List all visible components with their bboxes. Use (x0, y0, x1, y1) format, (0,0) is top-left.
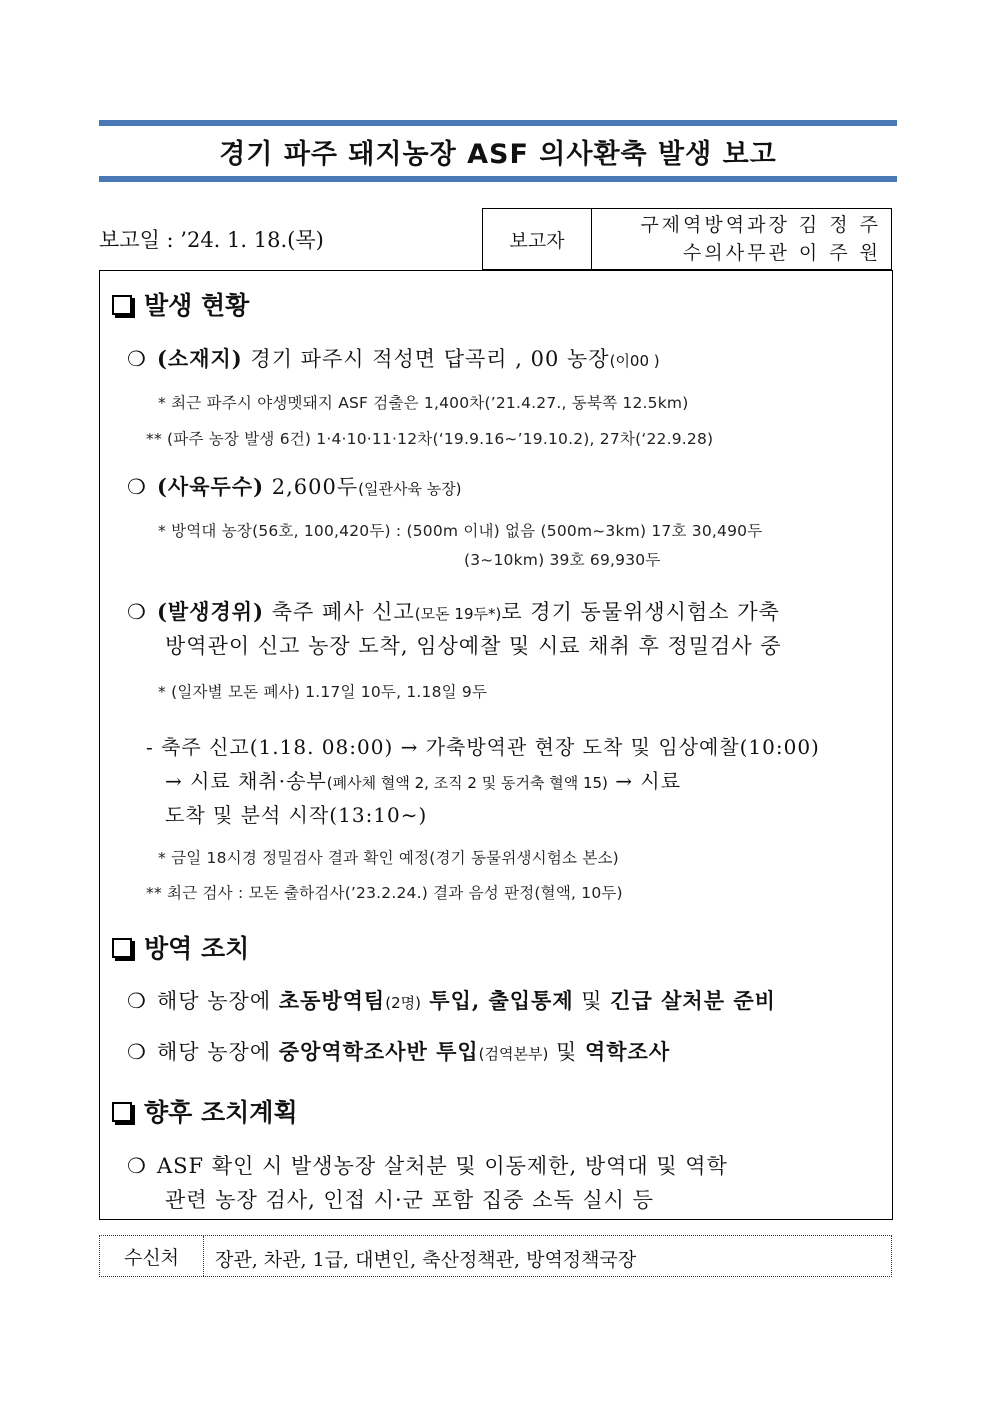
background-text-a: 축주 폐사 신고 (271, 600, 415, 624)
background-dash-1: - 축주 신고(1.18. 08:00) → 가축방역관 현장 도착 및 임상예찰(10:00) (146, 735, 820, 759)
q1-text-d: 및 (573, 989, 611, 1013)
location-line (127, 343, 660, 373)
reporter-label: 보고자 (482, 208, 592, 270)
dash-2-text-b: → 시료 (607, 769, 682, 793)
location-label: (소재지) (157, 346, 243, 371)
background-dash-3: 도착 및 분석 시작(13:10∼) (165, 803, 428, 827)
recipients-list: 장관, 차관, 1급, 대변인, 축산정책관, 방역정책국장 (215, 1249, 637, 1271)
background-text-b: 로 경기 동물위생시험소 가축 (501, 600, 780, 624)
background-dash-2 (165, 765, 681, 794)
section-heading-text: 발생 현황 (144, 291, 250, 320)
reporter-1: 구제역방역과장 김 정 주 (640, 214, 881, 236)
title-bottom-rule (99, 176, 897, 182)
background-note-2: * 금일 18시경 정밀검사 결과 확인 예정(경기 동물위생시험소 본소) (158, 849, 619, 867)
q2-text-a: 해당 농장에 (157, 1040, 279, 1064)
location-text: 경기 파주시 적성면 답곡리 , 00 농장 (250, 347, 610, 371)
q2-text-b: 중앙역학조사반 투입 (278, 1039, 479, 1064)
plan-line-1 (127, 1150, 728, 1180)
report-date: 보고일 : ’24. 1. 18.(목) (99, 228, 324, 252)
plan-line-2: 관련 농장 검사, 인접 시·군 포함 집중 소독 실시 등 (165, 1188, 654, 1212)
section-heading-text: 방역 조치 (144, 934, 250, 963)
q1-text-b: 초동방역팀 (278, 988, 386, 1013)
report-meta (99, 208, 892, 270)
q2-small: (검역본부) (478, 1045, 549, 1063)
q1-small: (2명) (385, 994, 421, 1012)
location-note-1: * 최근 파주시 야생멧돼지 ASF 검출은 1,400차(’21.4.27., 동북쪽 12.5km) (158, 394, 689, 412)
background-note-1: * (일자별 모돈 폐사) 1.17일 10두, 1.18일 9두 (158, 683, 488, 701)
document-title: 경기 파주 돼지농장 ASF 의사환축 발생 보고 (219, 139, 777, 170)
circle-bullet-icon: ❍ (127, 347, 147, 371)
reporter-names (591, 208, 892, 270)
background-label: (발생경위) (157, 599, 265, 624)
background-line-2: 방역관이 신고 농장 도착, 임상예찰 및 시료 채취 후 정밀검사 중 (165, 634, 782, 658)
dash-2-text-a: → 시료 채취·송부 (165, 769, 327, 793)
checkbox-square-icon (112, 938, 132, 958)
q2-text-c: 및 (548, 1040, 585, 1064)
location-note-2: ** (파주 농장 발생 6건) 1·4·10·11·12차(‘19.9.16∼’19.10.2), 27차(‘22.9.28) (146, 430, 714, 448)
q1-text-e: 긴급 살처분 준비 (610, 988, 776, 1013)
recipients-box (99, 1235, 892, 1277)
q2-text-d: 역학조사 (584, 1039, 671, 1064)
section-heading-quarantine (112, 929, 249, 965)
title-band (99, 120, 897, 182)
section-heading-plan (112, 1093, 298, 1129)
section-heading-text: 향후 조치계획 (144, 1098, 298, 1127)
background-line-1 (127, 596, 780, 626)
checkbox-square-icon (112, 295, 132, 315)
quarantine-item-2 (127, 1036, 670, 1066)
q1-text-a: 해당 농장에 (157, 989, 279, 1013)
herd-note-1: * 방역대 농장(56호, 100,420두) : (500m 이내) 없음 (500m~3km) 17호 30,490두 (158, 522, 763, 540)
herd-label: (사육두수) (157, 474, 265, 499)
circle-bullet-icon: ❍ (127, 989, 147, 1013)
circle-bullet-icon: ❍ (127, 600, 147, 624)
herd-count: 2,600두 (271, 475, 359, 499)
herd-type: (일관사육 농장) (358, 480, 462, 498)
plan-line-1-text: ASF 확인 시 발생농장 살처분 및 이동제한, 방역대 및 역학 (157, 1154, 728, 1178)
q1-text-c: 투입, 출입통제 (420, 988, 574, 1013)
reporter-2: 수의사무관 이 주 원 (683, 242, 881, 264)
circle-bullet-icon: ❍ (127, 1154, 147, 1178)
location-owner: (이00 ) (609, 352, 660, 370)
circle-bullet-icon: ❍ (127, 1040, 147, 1064)
background-text-small: (모돈 19두*) (414, 605, 502, 623)
dash-2-small: (폐사체 혈액 2, 조직 2 및 동거축 혈액 15) (326, 774, 608, 792)
quarantine-item-1 (127, 985, 776, 1015)
checkbox-square-icon (112, 1102, 132, 1122)
herd-line (127, 471, 462, 501)
herd-note-2: (3~10km) 39호 69,930두 (464, 551, 661, 569)
circle-bullet-icon: ❍ (127, 475, 147, 499)
section-heading-occurrence (112, 286, 249, 322)
background-note-3: ** 최근 검사 : 모돈 출하검사(’23.2.24.) 결과 음성 판정(혈액, 10두) (146, 884, 623, 902)
title-top-rule (99, 120, 897, 126)
recipients-label: 수신처 (100, 1236, 204, 1276)
